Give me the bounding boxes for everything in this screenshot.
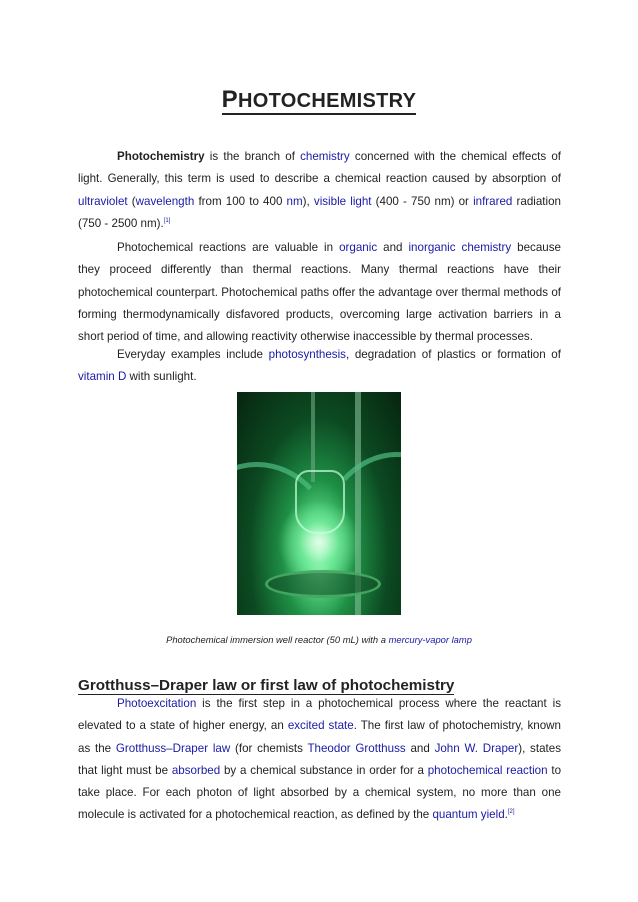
link-visible-light[interactable]: visible light — [313, 194, 372, 208]
link-absorbed[interactable]: absorbed — [171, 763, 221, 777]
footnote-ref-2[interactable]: [2] — [507, 809, 515, 816]
title-underline — [221, 86, 417, 115]
link-theodor-grotthuss[interactable]: Theodor Grotthuss — [307, 741, 406, 755]
reactor-base — [265, 570, 381, 598]
footnote-ref-1[interactable]: [1] — [163, 217, 171, 224]
paragraph-reactions: Photochemical reactions are valuable in organic and inorganic chemistry because they proceed differently than thermal reactions. Many thermal reactions have their photochemical counterpart. Photochemical paths offer the advantage over thermal methods of forming thermodynamically disfavored products, overcoming large activation barriers in a short period of time, and allowing reactivity otherwise inaccessible by thermal processes. — [78, 241, 561, 344]
link-vitamin-d[interactable]: vitamin D — [78, 370, 127, 384]
link-wavelength[interactable]: wavelength — [135, 194, 195, 208]
link-quantum-yield[interactable]: quantum yield — [432, 808, 505, 822]
link-photoexcitation[interactable]: Photoexcitation — [117, 697, 197, 710]
link-photosynthesis[interactable]: photosynthesis — [268, 348, 346, 361]
link-inorganic-chemistry[interactable]: inorganic chemistry — [408, 241, 512, 254]
page-title — [0, 86, 638, 114]
paragraph-examples: Everyday examples include photosynthesis, degradation of plastics or formation of vitamin D with sunlight. — [78, 348, 561, 384]
section-heading: Grotthuss–Draper law or first law of photochemistry — [78, 677, 455, 694]
link-ultraviolet[interactable]: ultraviolet — [78, 194, 128, 208]
link-john-w-draper[interactable]: John W. Draper — [434, 741, 519, 755]
reactor-photo — [237, 392, 401, 615]
link-nm[interactable]: nm — [286, 194, 303, 208]
link-organic[interactable]: organic — [339, 241, 378, 254]
title-rest: HOTOCHEMISTRY — [238, 90, 416, 115]
paragraph-grotthuss-draper: Photoexcitation is the first step in a photochemical process where the reactant is elevated to a state of higher energy, an excited state. The first law of photochemistry, known as the Grotthuss–Draper law (for chemists Theodor Grotthuss and John W. Draper), states that light must be absorbed by a chemical substance in order for a photochemical reaction to take place. For each photon of light absorbed by a chemical system, no more than one molecule is activated for a photochemical reaction, as defined by the quantum yield.[2] — [78, 697, 562, 822]
link-photochemical-reaction[interactable]: photochemical reaction — [427, 763, 548, 777]
term-photochemistry: Photochemistry — [117, 150, 205, 163]
reactor-flask — [295, 470, 345, 534]
link-chemistry[interactable]: chemistry — [300, 150, 350, 163]
figure-caption: Photochemical immersion well reactor (50 mL) with a mercury-vapor lamp — [166, 634, 472, 645]
link-infrared[interactable]: infrared — [473, 194, 513, 208]
title-first-letter: P — [221, 86, 238, 113]
paragraph-intro: Photochemistry is the branch of chemistry concerned with the chemical effects of light. Generally, this term is used to describe a chemical reaction caused by absorption of ultraviolet (wavelength from 100 to 400 nm), visible light (400 - 750 nm) or infrared radiation (750 - 2500 nm).[1] — [78, 150, 561, 230]
lamp-cable — [311, 392, 315, 482]
link-mercury-vapor-lamp[interactable]: mercury-vapor lamp — [388, 634, 472, 645]
link-grotthuss-draper-law[interactable]: Grotthuss–Draper law — [115, 741, 231, 755]
link-excited-state[interactable]: excited state — [287, 719, 354, 733]
